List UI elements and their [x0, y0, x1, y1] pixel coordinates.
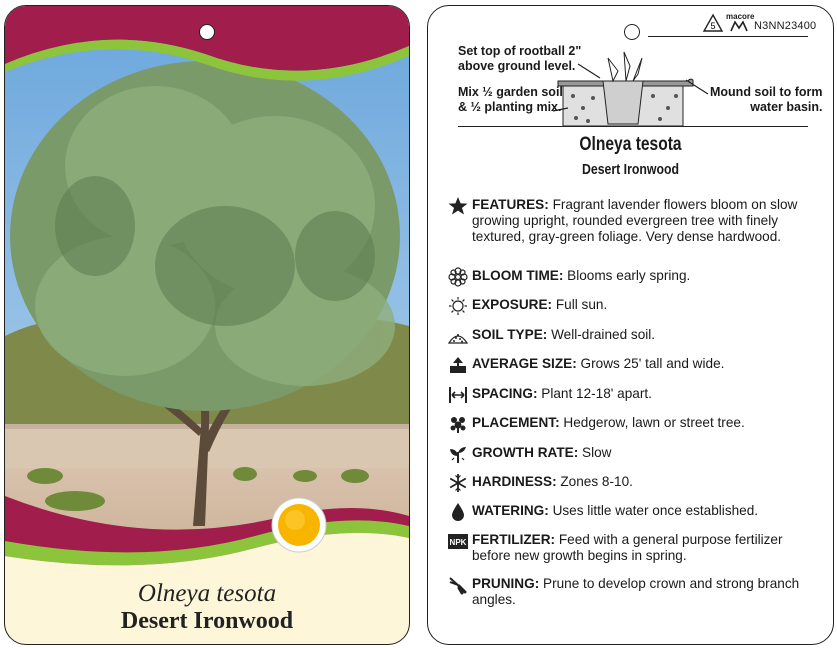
rootball-instruction: Set top of rootball 2" above ground level. [458, 44, 582, 73]
star-icon [448, 196, 468, 216]
product-code: N3NN23400 [754, 20, 817, 32]
npk-icon [448, 531, 468, 551]
back-card: 5 macore N3NN23400 Set top of rootball 2" above ground level. Mix ½ garden soil & ½ planting mix. Mound soil to form water basin. Olneya tesota Desert Ironwood FEATURES: Fragrant lavender flowers bloom on slow growing upright, rounded evergreen tree with finely textured, gray-green foliage. Very dense hardwood. BLOOM TIME: Blooms early spring. EXPOSURE: Full sun. SOIL TYPE: Well-drained soil. AVERAGE SIZE: Grows 25' tall and wide. SPACING: Plant 12-18' apart. PLACEMENT: Hedgerow, lawn or street tree. GROWTH RATE: Slow HARDINESS: Zones 8-10. WATERING: Uses little water once established. NPK FERTILIZER: Feed with a general purpose fertilizer before new growth begins in spring. PRUNING: Prune to develop crown and strong branch angles. [427, 5, 834, 645]
height-icon [448, 355, 468, 375]
brand-name: macore [726, 12, 755, 21]
placement-icon [448, 414, 468, 434]
divider [458, 126, 808, 127]
back-common-name: Desert Ironwood [581, 161, 680, 178]
spacing-icon [448, 385, 468, 405]
soil-icon [448, 326, 468, 346]
macore-logo-icon [730, 20, 748, 32]
svg-text:NPK: NPK [449, 538, 467, 547]
hang-hole [199, 24, 215, 40]
pruning-shears-icon [448, 575, 468, 595]
soil-mix-instruction: Mix ½ garden soil & ½ planting mix. [458, 85, 563, 114]
water-drop-icon [448, 502, 468, 522]
front-latin-name: Olneya tesota [137, 580, 277, 607]
water-basin-instruction: Mound soil to form water basin. [710, 85, 823, 114]
tree-photo [5, 6, 409, 581]
back-latin-name: Olneya tesota [579, 134, 682, 155]
svg-text:5: 5 [710, 21, 716, 31]
flower-icon [448, 267, 468, 287]
front-card [4, 5, 410, 645]
recycle-icon [702, 13, 724, 35]
front-common-name: Desert Ironwood [120, 608, 294, 634]
sun-icon [448, 296, 468, 316]
snowflake-icon [448, 473, 468, 493]
full-sun-icon [271, 497, 327, 553]
growth-icon [448, 444, 468, 464]
